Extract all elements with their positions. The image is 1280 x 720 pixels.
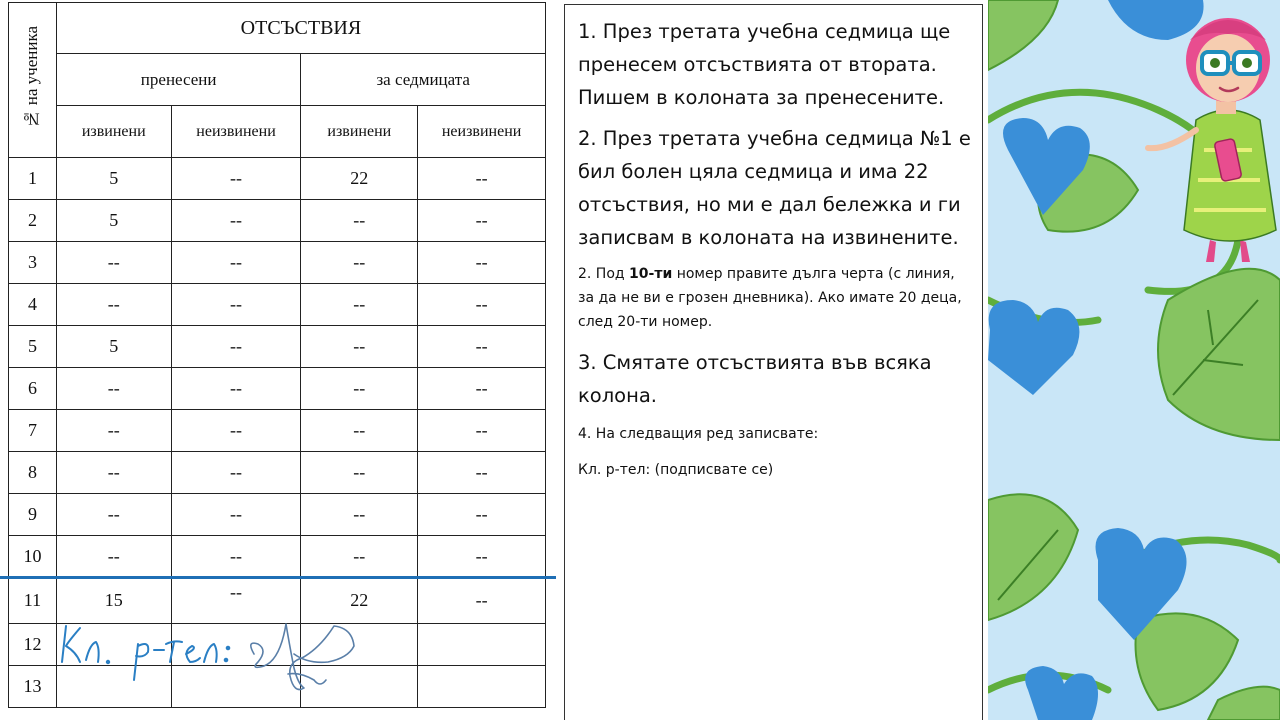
week-excused-cell[interactable]: 22: [301, 578, 418, 624]
carried-excused-cell[interactable]: --: [56, 284, 171, 326]
table-row: [9, 536, 546, 578]
instruction-step-2b-prefix: 2. Под: [578, 266, 630, 282]
carried-excused-cell[interactable]: --: [56, 410, 171, 452]
student-number-cell: 6: [9, 368, 57, 410]
table-row: [9, 284, 546, 326]
instruction-step-2b-suffix: номер правите дълга черта (с линия, за да не ви е грозен дневника). Ако имате 20 деца, след 20-ти номер.: [578, 266, 962, 330]
student-number-cell: 13: [9, 666, 57, 708]
carried-excused-cell[interactable]: 15: [56, 578, 171, 624]
decorative-background: [988, 0, 1280, 720]
carried-unexcused-cell[interactable]: --: [171, 284, 301, 326]
student-number-cell: 8: [9, 452, 57, 494]
week-excused-cell[interactable]: --: [301, 536, 418, 578]
week-unexcused-cell[interactable]: --: [418, 200, 546, 242]
absence-table: [8, 2, 546, 708]
instruction-step-3: 3. Смятате отсъствията във всяка колона.: [578, 351, 932, 407]
carried-excused-cell[interactable]: 5: [56, 158, 171, 200]
table-row: [9, 494, 546, 536]
table-row: [9, 578, 546, 624]
week-unexcused-cell[interactable]: --: [418, 158, 546, 200]
student-number-cell: 1: [9, 158, 57, 200]
week-excused-cell[interactable]: --: [301, 242, 418, 284]
table-row: [9, 242, 546, 284]
week-excused-cell[interactable]: --: [301, 452, 418, 494]
carried-unexcused-cell[interactable]: --: [171, 536, 301, 578]
instruction-step-1: 1. През третата учебна седмица ще пренесем отсъствията от втората. Пишем в колоната за пренесените.: [578, 20, 951, 109]
week-unexcused-cell[interactable]: --: [418, 410, 546, 452]
week-excused-cell[interactable]: --: [301, 410, 418, 452]
student-number-cell: 7: [9, 410, 57, 452]
week-excused-cell[interactable]: --: [301, 326, 418, 368]
week-unexcused-cell[interactable]: --: [418, 494, 546, 536]
week-excused-cell[interactable]: --: [301, 284, 418, 326]
carried-unexcused-cell[interactable]: --: [171, 242, 301, 284]
carried-header: пренесени: [56, 54, 301, 106]
table-row: [9, 368, 546, 410]
student-number-header-label: № на ученика: [22, 26, 42, 129]
carried-unexcused-cell[interactable]: --: [171, 368, 301, 410]
student-number-cell: 2: [9, 200, 57, 242]
table-row: [9, 410, 546, 452]
student-number-cell: 5: [9, 326, 57, 368]
carried-unexcused-cell[interactable]: --: [171, 494, 301, 536]
week-excused-cell[interactable]: --: [301, 368, 418, 410]
instruction-step-2b-bold: 10-ти: [629, 266, 673, 282]
carried-unexcused-cell[interactable]: --: [171, 410, 301, 452]
week-excused-cell[interactable]: --: [301, 200, 418, 242]
carried-excused-cell[interactable]: --: [56, 494, 171, 536]
instructions-panel: [564, 4, 983, 720]
absence-register: [8, 2, 546, 720]
week-unexcused-cell[interactable]: --: [418, 452, 546, 494]
student-number-cell: 12: [9, 624, 57, 666]
student-number-cell: 10: [9, 536, 57, 578]
week-unexcused-header: неизвинени: [418, 106, 546, 158]
week-unexcused-cell[interactable]: --: [418, 326, 546, 368]
carried-unexcused-cell[interactable]: --: [171, 326, 301, 368]
carried-unexcused-cell[interactable]: --: [171, 200, 301, 242]
week-unexcused-cell[interactable]: [418, 666, 546, 708]
carried-excused-cell[interactable]: 5: [56, 326, 171, 368]
absences-header: ОТСЪСТВИЯ: [56, 3, 545, 54]
instruction-step-2b: [578, 262, 972, 334]
week-header: за седмицата: [301, 54, 546, 106]
handwritten-signature: [58, 618, 368, 700]
week-excused-header: извинени: [301, 106, 418, 158]
instruction-sign-line: Кл. р-тел: (подписвате се): [578, 462, 774, 478]
separator-line-after-10: [0, 576, 556, 579]
week-excused-cell[interactable]: 22: [301, 158, 418, 200]
week-unexcused-cell[interactable]: --: [418, 536, 546, 578]
week-excused-cell[interactable]: --: [301, 494, 418, 536]
student-number-header: [9, 3, 57, 158]
carried-excused-cell[interactable]: --: [56, 242, 171, 284]
week-unexcused-cell[interactable]: [418, 624, 546, 666]
carried-excused-header: извинени: [56, 106, 171, 158]
week-unexcused-cell[interactable]: --: [418, 368, 546, 410]
instruction-step-4: 4. На следващия ред записвате:: [578, 426, 819, 442]
carried-excused-cell[interactable]: --: [56, 536, 171, 578]
table-row: [9, 326, 546, 368]
table-row: [9, 158, 546, 200]
carried-unexcused-cell[interactable]: --: [171, 578, 301, 624]
week-unexcused-cell[interactable]: --: [418, 242, 546, 284]
student-number-cell: 9: [9, 494, 57, 536]
student-number-cell: 3: [9, 242, 57, 284]
carried-excused-cell[interactable]: --: [56, 368, 171, 410]
carried-excused-cell[interactable]: --: [56, 452, 171, 494]
instruction-step-2: 2. През третата учебна седмица №1 е бил болен цяла седмица и има 22 отсъствия, но ми е дал бележка и ги записвам в колоната на извинените.: [578, 127, 971, 249]
carried-unexcused-cell[interactable]: --: [171, 452, 301, 494]
table-row: [9, 200, 546, 242]
student-number-cell: 11: [9, 578, 57, 624]
carried-unexcused-cell[interactable]: --: [171, 158, 301, 200]
carried-unexcused-header: неизвинени: [171, 106, 301, 158]
student-number-cell: 4: [9, 284, 57, 326]
week-unexcused-cell[interactable]: --: [418, 284, 546, 326]
table-row: [9, 452, 546, 494]
carried-excused-cell[interactable]: 5: [56, 200, 171, 242]
week-unexcused-cell[interactable]: --: [418, 578, 546, 624]
